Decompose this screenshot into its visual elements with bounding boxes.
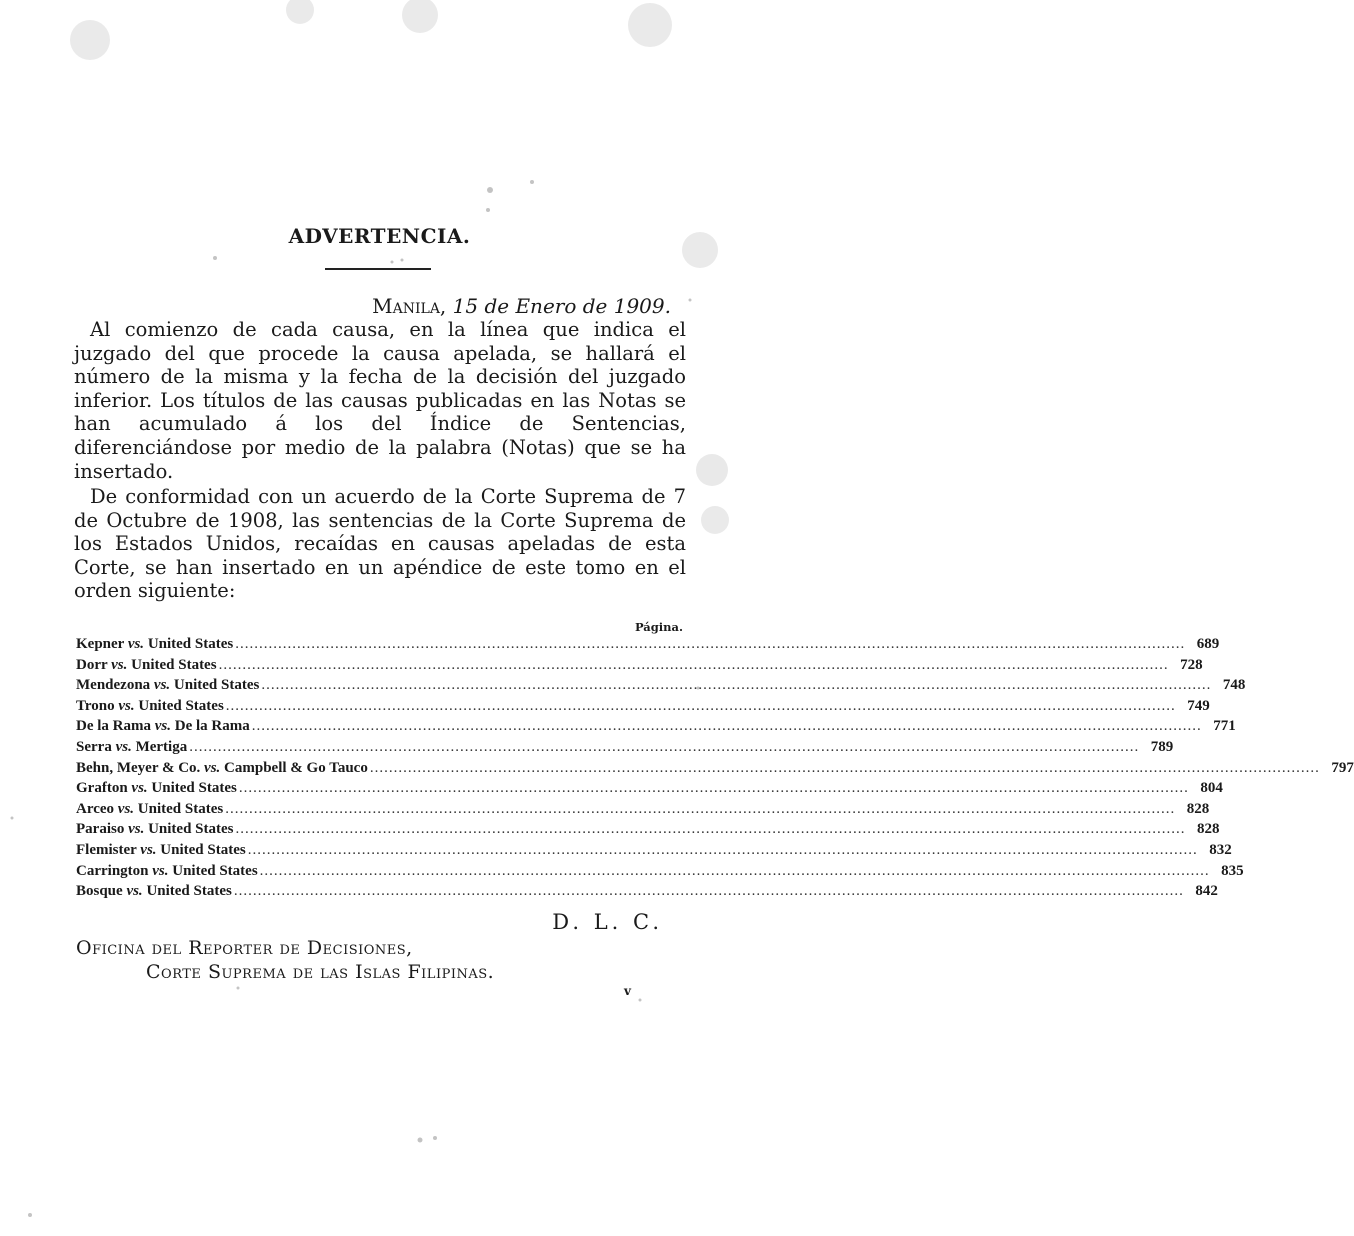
toc-case-name <box>76 821 234 838</box>
toc-page-number: 832 <box>1209 841 1232 858</box>
toc-versus: vs. <box>126 883 143 900</box>
toc-row <box>76 718 1236 739</box>
toc-page-number: 749 <box>1187 697 1210 714</box>
toc-versus: vs. <box>153 677 171 694</box>
toc-leader-dots: ........................................................................................................................................................................................................ <box>233 883 1184 900</box>
toc-case-name <box>76 677 259 694</box>
toc-case-name <box>76 739 187 756</box>
toc-leader-dots: ........................................................................................................................................................................................................ <box>218 656 1169 673</box>
toc-leader-dots: ........................................................................................................................................................................................................ <box>261 677 1212 694</box>
toc-plaintiff: Arceo <box>76 800 115 817</box>
toc-defendant: United States <box>147 636 234 652</box>
toc-page-number: 797 <box>1331 759 1354 776</box>
toc-defendant: United States <box>173 677 260 694</box>
toc-plaintiff: Behn, Meyer & Co. <box>76 759 201 776</box>
toc-plaintiff: Flemister <box>76 841 137 858</box>
toc-plaintiff: Bosque <box>76 883 123 900</box>
toc-leader-dots: ........................................................................................................................................................................................................ <box>238 780 1189 797</box>
toc-page-number: 835 <box>1221 862 1244 879</box>
toc-leader-dots: ........................................................................................................................................................................................................ <box>189 738 1140 755</box>
toc-case-name <box>76 760 368 777</box>
toc-row <box>76 841 1232 863</box>
toc-plaintiff: Grafton <box>76 780 128 797</box>
toc-case-name <box>76 657 217 674</box>
toc-case-name <box>76 718 250 735</box>
toc-versus: vs. <box>140 841 157 858</box>
toc-page-header: Página. <box>634 620 683 634</box>
toc-leader-dots: ........................................................................................................................................................................................................ <box>235 636 1186 652</box>
signature-initials: D. L. C. <box>552 910 663 934</box>
toc-row <box>76 697 1210 719</box>
toc-defendant: United States <box>146 883 232 900</box>
toc-row <box>76 883 1218 904</box>
toc-row <box>76 800 1210 822</box>
toc-defendant: Mertiga <box>135 738 188 755</box>
toc-leader-dots: ........................................................................................................................................................................................................ <box>225 697 1176 714</box>
dateline <box>372 294 671 318</box>
toc-defendant: United States <box>137 800 224 817</box>
toc-versus: vs. <box>154 718 171 735</box>
toc-defendant: United States <box>138 697 224 714</box>
paragraph-appendix-text: De conformidad con un acuerdo de la Corte Suprema de 7 de Octubre de 1908, las sentencias de la Corte Suprema de los Estados Unidos, recaídas en causas apeladas de esta Corte, se han insertado en un apéndice de este tomo en el orden siguiente: <box>74 485 686 603</box>
folio-number: v <box>624 984 631 998</box>
toc-case-name <box>76 780 237 797</box>
toc-row <box>76 636 1220 657</box>
toc-page-number: 804 <box>1200 780 1223 797</box>
toc-versus: vs. <box>128 821 145 838</box>
toc-versus: vs. <box>117 800 135 817</box>
toc-plaintiff: Paraiso <box>76 821 125 838</box>
toc-defendant: United States <box>151 780 237 797</box>
toc-page-number: 689 <box>1196 636 1220 652</box>
toc-defendant: Campbell & Go Tauco <box>224 759 368 776</box>
toc-versus: vs. <box>131 780 148 797</box>
toc-plaintiff: Carrington <box>76 862 149 879</box>
toc-case-name <box>76 863 258 880</box>
title-divider <box>325 268 431 270</box>
toc-row <box>76 759 1354 781</box>
toc-versus: vs. <box>127 636 145 652</box>
toc-defendant: United States <box>160 841 246 858</box>
toc-defendant: United States <box>131 656 217 673</box>
toc-case-name <box>76 842 246 859</box>
toc-case-name <box>76 883 232 900</box>
toc-page-number: 748 <box>1222 677 1246 694</box>
page-title: ADVERTENCIA. <box>288 224 471 248</box>
toc-case-name <box>76 801 223 818</box>
toc-plaintiff: Serra <box>76 738 112 755</box>
toc-row <box>76 780 1223 801</box>
toc-case-name <box>76 636 233 653</box>
toc-row <box>76 677 1246 698</box>
toc-versus: vs. <box>118 697 135 714</box>
toc-page-number: 828 <box>1197 821 1220 838</box>
toc-row <box>76 738 1174 760</box>
toc-row <box>76 862 1244 884</box>
toc-row <box>76 656 1203 678</box>
paragraph-notes-text: Al comienzo de cada causa, en la línea que indica el juzgado del que procede la causa apelada, se hallará el número de la misma y la fecha de la decisión del juzgado inferior. Los títulos de las causas publicadas en las Notas se han acumulado á los del Índice de Sentencias, diferenciándose por medio de la palabra (Notas) que se ha insertado. <box>74 318 686 483</box>
toc-page-number: 728 <box>1180 656 1203 673</box>
paragraph-notes <box>74 318 686 483</box>
toc-versus: vs. <box>152 862 169 879</box>
toc-case-name <box>76 698 224 715</box>
toc-leader-dots: ........................................................................................................................................................................................................ <box>225 800 1176 817</box>
toc-versus: vs. <box>115 738 132 755</box>
office-line-1: Oficina del Reporter de Decisiones, <box>76 937 413 959</box>
toc-leader-dots: ........................................................................................................................................................................................................ <box>259 862 1210 879</box>
case-index <box>76 636 1354 904</box>
toc-versus: vs. <box>111 656 128 673</box>
toc-page-number: 789 <box>1150 738 1174 755</box>
paragraph-appendix <box>74 485 686 603</box>
toc-page-number: 771 <box>1213 718 1236 735</box>
toc-defendant: United States <box>172 862 258 879</box>
toc-defendant: United States <box>148 821 234 838</box>
dateline-date: 15 de Enero de 1909. <box>452 294 671 318</box>
toc-plaintiff: De la Rama <box>76 718 151 735</box>
toc-plaintiff: Trono <box>76 697 115 714</box>
toc-defendant: De la Rama <box>174 718 250 735</box>
toc-leader-dots: ........................................................................................................................................................................................................ <box>369 759 1320 776</box>
toc-page-number: 842 <box>1195 883 1218 900</box>
dateline-place: Manila, <box>372 294 447 318</box>
toc-page-number: 828 <box>1186 800 1210 817</box>
toc-row <box>76 821 1220 842</box>
toc-plaintiff: Mendezona <box>76 677 151 694</box>
toc-plaintiff: Dorr <box>76 656 108 673</box>
toc-plaintiff: Kepner <box>76 636 125 652</box>
toc-versus: vs. <box>204 759 221 776</box>
office-line-2: Corte Suprema de las Islas Filipinas. <box>146 961 495 983</box>
toc-leader-dots: ........................................................................................................................................................................................................ <box>247 841 1198 858</box>
toc-leader-dots: ........................................................................................................................................................................................................ <box>235 821 1186 838</box>
toc-leader-dots: ........................................................................................................................................................................................................ <box>251 718 1202 735</box>
